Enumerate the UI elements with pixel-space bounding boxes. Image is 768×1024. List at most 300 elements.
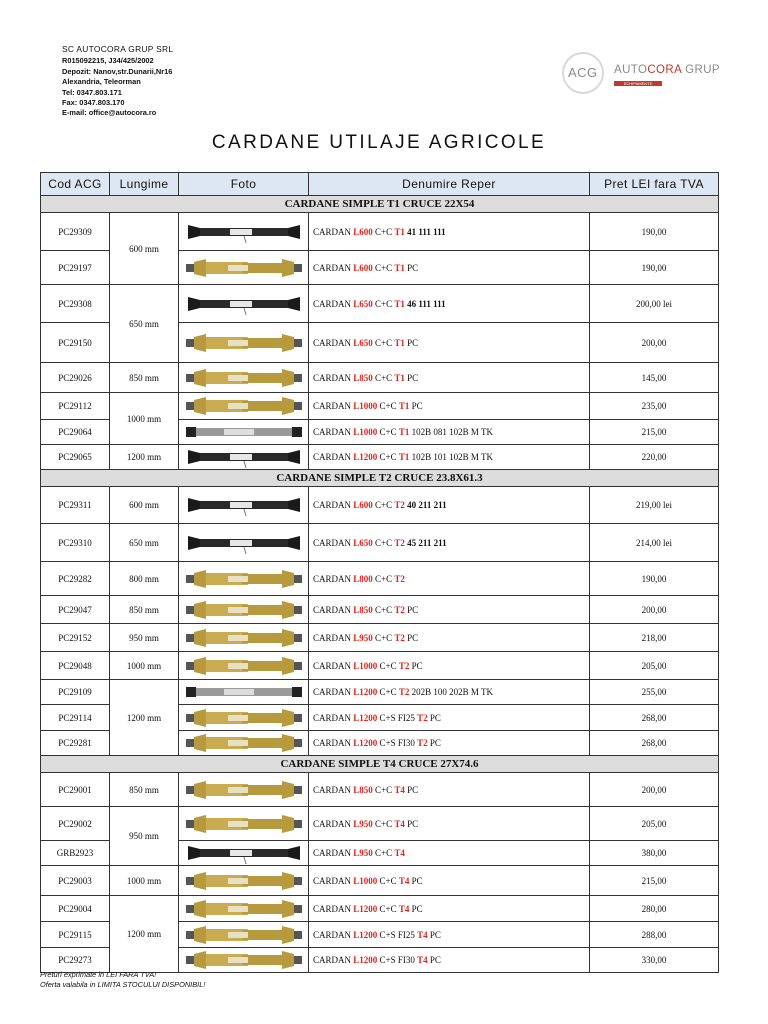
product-photo — [179, 624, 309, 652]
table-row — [41, 393, 719, 420]
product-name-mid: C+C — [377, 875, 399, 886]
product-name-prefix: CARDAN — [313, 687, 354, 697]
product-code: PC29047 — [41, 596, 110, 624]
product-name-t: T2 — [417, 738, 428, 748]
product-name — [309, 624, 590, 652]
product-price: 205,00 — [590, 652, 719, 680]
product-photo — [179, 251, 309, 285]
product-price: 215,00 — [590, 866, 719, 896]
product-code: PC29064 — [41, 420, 110, 445]
product-code: PC29282 — [41, 562, 110, 596]
product-name — [309, 445, 590, 470]
product-name-t: T4 — [417, 955, 428, 965]
product-name-size: L1200 — [353, 929, 378, 940]
driveshaft-icon-yellow-guard — [184, 331, 304, 355]
product-name-mid: C+C — [377, 660, 399, 671]
product-name-t: T1 — [398, 427, 410, 437]
product-price: 205,00 — [590, 807, 719, 841]
table-body — [41, 196, 719, 973]
table-row — [41, 445, 719, 470]
product-name-suffix: PC — [427, 738, 441, 748]
product-code: PC29003 — [41, 866, 110, 896]
product-name-t: T1 — [398, 401, 410, 411]
product-name-t: T4 — [398, 875, 410, 886]
product-price: 200,00 — [590, 773, 719, 807]
product-photo — [179, 773, 309, 807]
product-price: 190,00 — [590, 213, 719, 251]
product-photo — [179, 705, 309, 731]
product-price: 218,00 — [590, 624, 719, 652]
product-name-size: L1200 — [353, 955, 378, 965]
product-photo — [179, 896, 309, 922]
product-price: 288,00 — [590, 922, 719, 948]
product-name-suffix: PC — [404, 262, 419, 273]
product-name-mid: C+S FI25 — [377, 929, 418, 940]
product-code: PC29197 — [41, 251, 110, 285]
product-code: GRB2923 — [41, 841, 110, 866]
product-name-mid: C+C — [372, 537, 395, 548]
product-name-mid: C+C — [372, 818, 395, 829]
product-name-suffix: 46 111 111 — [404, 298, 446, 309]
product-name-mid: C+C — [372, 262, 395, 273]
product-name-t: T1 — [394, 298, 405, 309]
product-length: 1000 mm — [110, 393, 179, 445]
product-name-prefix: CARDAN — [313, 427, 354, 437]
footnote: Preturi exprimate in LEI FARA TVA! — [40, 970, 157, 979]
logo-brand-accent: CORA — [647, 64, 682, 76]
driveshaft-icon-yellow-guard — [184, 869, 304, 893]
product-price: 380,00 — [590, 841, 719, 866]
product-price: 219,00 lei — [590, 487, 719, 524]
company-name: SC AUTOCORA GRUP SRL — [62, 44, 174, 54]
driveshaft-icon-yellow-guard — [184, 366, 304, 390]
product-name-prefix: CARDAN — [313, 337, 354, 348]
product-name-size: L1200 — [353, 687, 378, 697]
product-price: 220,00 — [590, 445, 719, 470]
product-name-prefix: CARDAN — [313, 226, 354, 237]
product-name — [309, 841, 590, 866]
product-name-suffix: PC — [404, 818, 419, 829]
company-line: Alexandria, Teleorman — [62, 77, 141, 87]
product-name-t: T1 — [394, 262, 405, 273]
product-name-size: L850 — [353, 372, 373, 383]
product-name-size: L650 — [353, 337, 373, 348]
product-name — [309, 807, 590, 841]
product-code: PC29281 — [41, 731, 110, 756]
product-name-mid: C+C — [372, 848, 395, 858]
product-price: 235,00 — [590, 393, 719, 420]
product-name-t: T1 — [398, 452, 410, 462]
product-name — [309, 524, 590, 562]
product-length: 950 mm — [110, 624, 179, 652]
table-row — [41, 773, 719, 807]
table-row — [41, 487, 719, 524]
table-row — [41, 680, 719, 705]
product-code: PC29004 — [41, 896, 110, 922]
logo-brand — [614, 64, 720, 76]
product-code: PC29048 — [41, 652, 110, 680]
product-photo — [179, 807, 309, 841]
product-name-prefix: CARDAN — [313, 632, 354, 643]
product-name-size: L950 — [353, 848, 373, 858]
company-line: E-mail: office@autocora.ro — [62, 108, 157, 118]
footnote: Oferta valabila in LIMITA STOCULUI DISPONIBIL! — [40, 980, 206, 989]
section-title: CARDANE SIMPLE T1 CRUCE 22X54 — [41, 196, 719, 213]
product-name-size: L1200 — [353, 903, 378, 914]
product-photo — [179, 948, 309, 973]
product-length: 600 mm — [110, 487, 179, 524]
product-code: PC29114 — [41, 705, 110, 731]
product-code: PC29065 — [41, 445, 110, 470]
product-name-suffix: PC — [409, 875, 423, 886]
product-name — [309, 251, 590, 285]
product-photo — [179, 323, 309, 363]
table-row — [41, 652, 719, 680]
product-name-mid: C+C — [372, 604, 395, 615]
product-name — [309, 948, 590, 973]
product-name-size: L850 — [353, 604, 373, 615]
product-name-suffix: PC — [404, 632, 419, 643]
product-name — [309, 922, 590, 948]
logo-badge: ECHIPAMENTE — [614, 81, 662, 86]
section-title: CARDANE SIMPLE T2 CRUCE 23.8X61.3 — [41, 470, 719, 487]
product-name-mid: C+C — [377, 452, 399, 462]
product-photo — [179, 841, 309, 866]
product-name — [309, 773, 590, 807]
product-name-prefix: CARDAN — [313, 401, 354, 411]
product-length: 650 mm — [110, 285, 179, 363]
product-name-size: L1000 — [353, 427, 378, 437]
product-name-suffix: PC — [427, 929, 441, 940]
driveshaft-icon-grey-shaft — [184, 680, 304, 704]
product-name — [309, 487, 590, 524]
product-name-size: L1200 — [353, 712, 378, 723]
product-name-suffix: PC — [404, 372, 419, 383]
product-name-t: T2 — [398, 660, 410, 671]
product-name — [309, 866, 590, 896]
product-name-t: T2 — [394, 500, 405, 510]
table-row — [41, 896, 719, 922]
driveshaft-icon-black-shaft — [184, 292, 304, 316]
product-price: 200,00 — [590, 596, 719, 624]
driveshaft-icon-yellow-guard — [184, 897, 304, 921]
table-row — [41, 285, 719, 323]
product-name-suffix: PC — [409, 903, 423, 914]
table-row — [41, 596, 719, 624]
product-name-prefix: CARDAN — [313, 298, 354, 309]
product-name-size: L1200 — [353, 452, 378, 462]
product-name-size: L950 — [353, 632, 373, 643]
product-price: 330,00 — [590, 948, 719, 973]
product-name-size: L600 — [353, 226, 373, 237]
product-name-prefix: CARDAN — [313, 784, 354, 795]
product-name-prefix: CARDAN — [313, 712, 354, 723]
product-code: PC29309 — [41, 213, 110, 251]
product-name-t: T1 — [394, 337, 405, 348]
product-name-prefix: CARDAN — [313, 660, 354, 671]
product-price: 214,00 lei — [590, 524, 719, 562]
product-name-t: T2 — [398, 687, 410, 697]
product-price: 215,00 — [590, 420, 719, 445]
product-code: PC29001 — [41, 773, 110, 807]
driveshaft-icon-yellow-guard — [184, 598, 304, 622]
product-name-t: T2 — [394, 604, 405, 615]
product-name-mid: C+C — [372, 573, 395, 584]
product-name-mid: C+C — [377, 687, 399, 697]
table-row — [41, 213, 719, 251]
product-name-suffix: 102B 101 102B M TK — [409, 452, 493, 462]
product-length: 600 mm — [110, 213, 179, 285]
product-name — [309, 213, 590, 251]
product-name-prefix: CARDAN — [313, 537, 354, 548]
product-name-prefix: CARDAN — [313, 452, 354, 462]
product-price: 268,00 — [590, 705, 719, 731]
product-length: 950 mm — [110, 807, 179, 866]
product-name-size: L600 — [353, 262, 373, 273]
product-name-prefix: CARDAN — [313, 903, 354, 914]
product-name — [309, 896, 590, 922]
product-name-size: L1200 — [353, 738, 378, 748]
product-name-size: L1000 — [353, 401, 378, 411]
product-name-suffix: PC — [404, 604, 419, 615]
product-name-prefix: CARDAN — [313, 573, 354, 584]
product-name-mid: C+C — [377, 427, 399, 437]
product-name-size: L650 — [353, 537, 373, 548]
product-name-mid: C+C — [372, 298, 395, 309]
product-length: 1000 mm — [110, 652, 179, 680]
driveshaft-icon-yellow-guard — [184, 567, 304, 591]
product-name-t: T1 — [394, 226, 405, 237]
col-header-photo: Foto — [179, 173, 309, 196]
product-name-t: T1 — [394, 372, 405, 383]
product-length: 650 mm — [110, 524, 179, 562]
table-row — [41, 624, 719, 652]
product-name-mid: C+C — [372, 226, 395, 237]
product-name-t: T4 — [394, 818, 405, 829]
product-photo — [179, 445, 309, 470]
product-name — [309, 285, 590, 323]
product-name-t: T2 — [394, 573, 405, 584]
product-name — [309, 363, 590, 393]
driveshaft-icon-yellow-guard — [184, 778, 304, 802]
product-length: 1000 mm — [110, 866, 179, 896]
table-header-row — [41, 173, 719, 196]
product-name-mid: C+C — [372, 784, 395, 795]
table-row — [41, 562, 719, 596]
col-header-name: Denumire Reper — [309, 173, 590, 196]
product-photo — [179, 731, 309, 756]
product-price: 200,00 lei — [590, 285, 719, 323]
product-name-suffix: PC — [409, 401, 423, 411]
product-name-t: T2 — [417, 712, 428, 723]
product-length: 1200 mm — [110, 680, 179, 756]
product-price: 145,00 — [590, 363, 719, 393]
product-code: PC29150 — [41, 323, 110, 363]
product-name-mid: C+S FI30 — [377, 955, 418, 965]
driveshaft-icon-yellow-guard — [184, 626, 304, 650]
product-photo — [179, 596, 309, 624]
price-table — [40, 172, 719, 973]
product-name-suffix: PC — [404, 784, 419, 795]
product-photo — [179, 487, 309, 524]
product-photo — [179, 562, 309, 596]
product-name-mid: C+C — [372, 500, 395, 510]
product-name — [309, 680, 590, 705]
product-name-mid: C+S FI30 — [377, 738, 418, 748]
product-name-mid: C+C — [372, 337, 395, 348]
product-price: 255,00 — [590, 680, 719, 705]
product-code: PC29115 — [41, 922, 110, 948]
product-name-t: T4 — [394, 784, 405, 795]
driveshaft-icon-grey-shaft — [184, 420, 304, 444]
driveshaft-icon-yellow-guard — [184, 654, 304, 678]
section-row — [41, 756, 719, 773]
product-photo — [179, 524, 309, 562]
product-name-suffix: 102B 081 102B M TK — [409, 427, 493, 437]
product-name — [309, 393, 590, 420]
product-name-suffix: PC — [427, 955, 441, 965]
product-name-suffix: PC — [404, 337, 419, 348]
product-name — [309, 323, 590, 363]
product-name-mid: C+C — [372, 632, 395, 643]
product-name-t: T4 — [417, 929, 428, 940]
driveshaft-icon-yellow-guard — [184, 256, 304, 280]
product-name-mid: C+C — [377, 401, 399, 411]
product-photo — [179, 866, 309, 896]
product-name-size: L1000 — [353, 875, 378, 886]
logo-brand-part: GRUP — [681, 64, 720, 76]
driveshaft-icon-black-shaft — [184, 220, 304, 244]
product-name-t: T4 — [394, 848, 405, 858]
product-code: PC29308 — [41, 285, 110, 323]
product-price: 190,00 — [590, 562, 719, 596]
product-price: 280,00 — [590, 896, 719, 922]
product-name-t: T2 — [394, 632, 405, 643]
product-name — [309, 731, 590, 756]
section-row — [41, 470, 719, 487]
product-name-size: L800 — [353, 573, 373, 584]
product-photo — [179, 922, 309, 948]
product-code: PC29310 — [41, 524, 110, 562]
driveshaft-icon-black-shaft — [184, 841, 304, 865]
company-line: Tel: 0347.803.171 — [62, 87, 122, 97]
product-price: 200,00 — [590, 323, 719, 363]
product-name-size: L950 — [353, 818, 373, 829]
product-name-prefix: CARDAN — [313, 262, 354, 273]
col-header-code: Cod ACG — [41, 173, 110, 196]
product-name — [309, 596, 590, 624]
driveshaft-icon-yellow-guard — [184, 731, 304, 755]
product-name-size: L650 — [353, 298, 373, 309]
product-name-prefix: CARDAN — [313, 929, 354, 940]
product-name-suffix: PC — [409, 660, 423, 671]
product-length: 1200 mm — [110, 896, 179, 973]
product-name-prefix: CARDAN — [313, 955, 354, 965]
product-length: 850 mm — [110, 773, 179, 807]
page-title: CARDANE UTILAJE AGRICOLE — [211, 132, 547, 153]
product-length: 800 mm — [110, 562, 179, 596]
product-name — [309, 562, 590, 596]
product-photo — [179, 213, 309, 251]
product-code: PC29109 — [41, 680, 110, 705]
product-name-mid: C+C — [377, 903, 399, 914]
col-header-length: Lungime — [110, 173, 179, 196]
footnotes — [40, 970, 205, 990]
product-length: 850 mm — [110, 363, 179, 393]
product-code: PC29273 — [41, 948, 110, 973]
driveshaft-icon-black-shaft — [184, 531, 304, 555]
logo-mark: ACG — [568, 65, 598, 80]
logo-brand-part: AUTO — [614, 64, 648, 76]
col-header-price: Pret LEI fara TVA — [590, 173, 719, 196]
product-code: PC29026 — [41, 363, 110, 393]
product-name-prefix: CARDAN — [313, 372, 354, 383]
driveshaft-icon-yellow-guard — [184, 706, 304, 730]
product-name-size: L600 — [353, 500, 373, 510]
table-row — [41, 807, 719, 841]
driveshaft-icon-black-shaft — [184, 445, 304, 469]
product-photo — [179, 680, 309, 705]
product-code: PC29152 — [41, 624, 110, 652]
product-name-prefix: CARDAN — [313, 848, 354, 858]
product-name-prefix: CARDAN — [313, 818, 354, 829]
company-info — [62, 44, 173, 119]
product-name-size: L850 — [353, 784, 373, 795]
product-photo — [179, 420, 309, 445]
product-name-mid: C+C — [372, 372, 395, 383]
section-row — [41, 196, 719, 213]
product-name — [309, 652, 590, 680]
product-photo — [179, 285, 309, 323]
section-title: CARDANE SIMPLE T4 CRUCE 27X74.6 — [41, 756, 719, 773]
product-code: PC29112 — [41, 393, 110, 420]
product-name-t: T2 — [394, 537, 405, 548]
driveshaft-icon-black-shaft — [184, 493, 304, 517]
product-name-suffix: PC — [427, 712, 441, 723]
product-name-suffix: 40 211 211 — [404, 500, 447, 510]
product-name-prefix: CARDAN — [313, 500, 354, 510]
product-name-prefix: CARDAN — [313, 738, 354, 748]
product-photo — [179, 393, 309, 420]
driveshaft-icon-yellow-guard — [184, 948, 304, 972]
table-row — [41, 363, 719, 393]
product-price: 190,00 — [590, 251, 719, 285]
company-line: Depozit: Nanov,str.Dunarii,Nr16 — [62, 66, 173, 76]
product-code: PC29002 — [41, 807, 110, 841]
company-line: Fax: 0347.803.170 — [62, 98, 125, 108]
product-name-suffix: 202B 100 202B M TK — [409, 687, 493, 697]
product-name — [309, 420, 590, 445]
driveshaft-icon-yellow-guard — [184, 923, 304, 947]
product-name-size: L1000 — [353, 660, 378, 671]
driveshaft-icon-yellow-guard — [184, 812, 304, 836]
table-row — [41, 524, 719, 562]
product-name-t: T4 — [398, 903, 410, 914]
product-photo — [179, 652, 309, 680]
driveshaft-icon-yellow-guard — [184, 394, 304, 418]
product-code: PC29311 — [41, 487, 110, 524]
product-length: 850 mm — [110, 596, 179, 624]
product-name-suffix: 41 111 111 — [404, 226, 446, 237]
company-logo — [558, 52, 728, 96]
product-name — [309, 705, 590, 731]
product-name-prefix: CARDAN — [313, 875, 354, 886]
product-length: 1200 mm — [110, 445, 179, 470]
product-price: 268,00 — [590, 731, 719, 756]
table-row — [41, 866, 719, 896]
product-name-mid: C+S FI25 — [377, 712, 418, 723]
product-name-suffix: 45 211 211 — [404, 537, 447, 548]
